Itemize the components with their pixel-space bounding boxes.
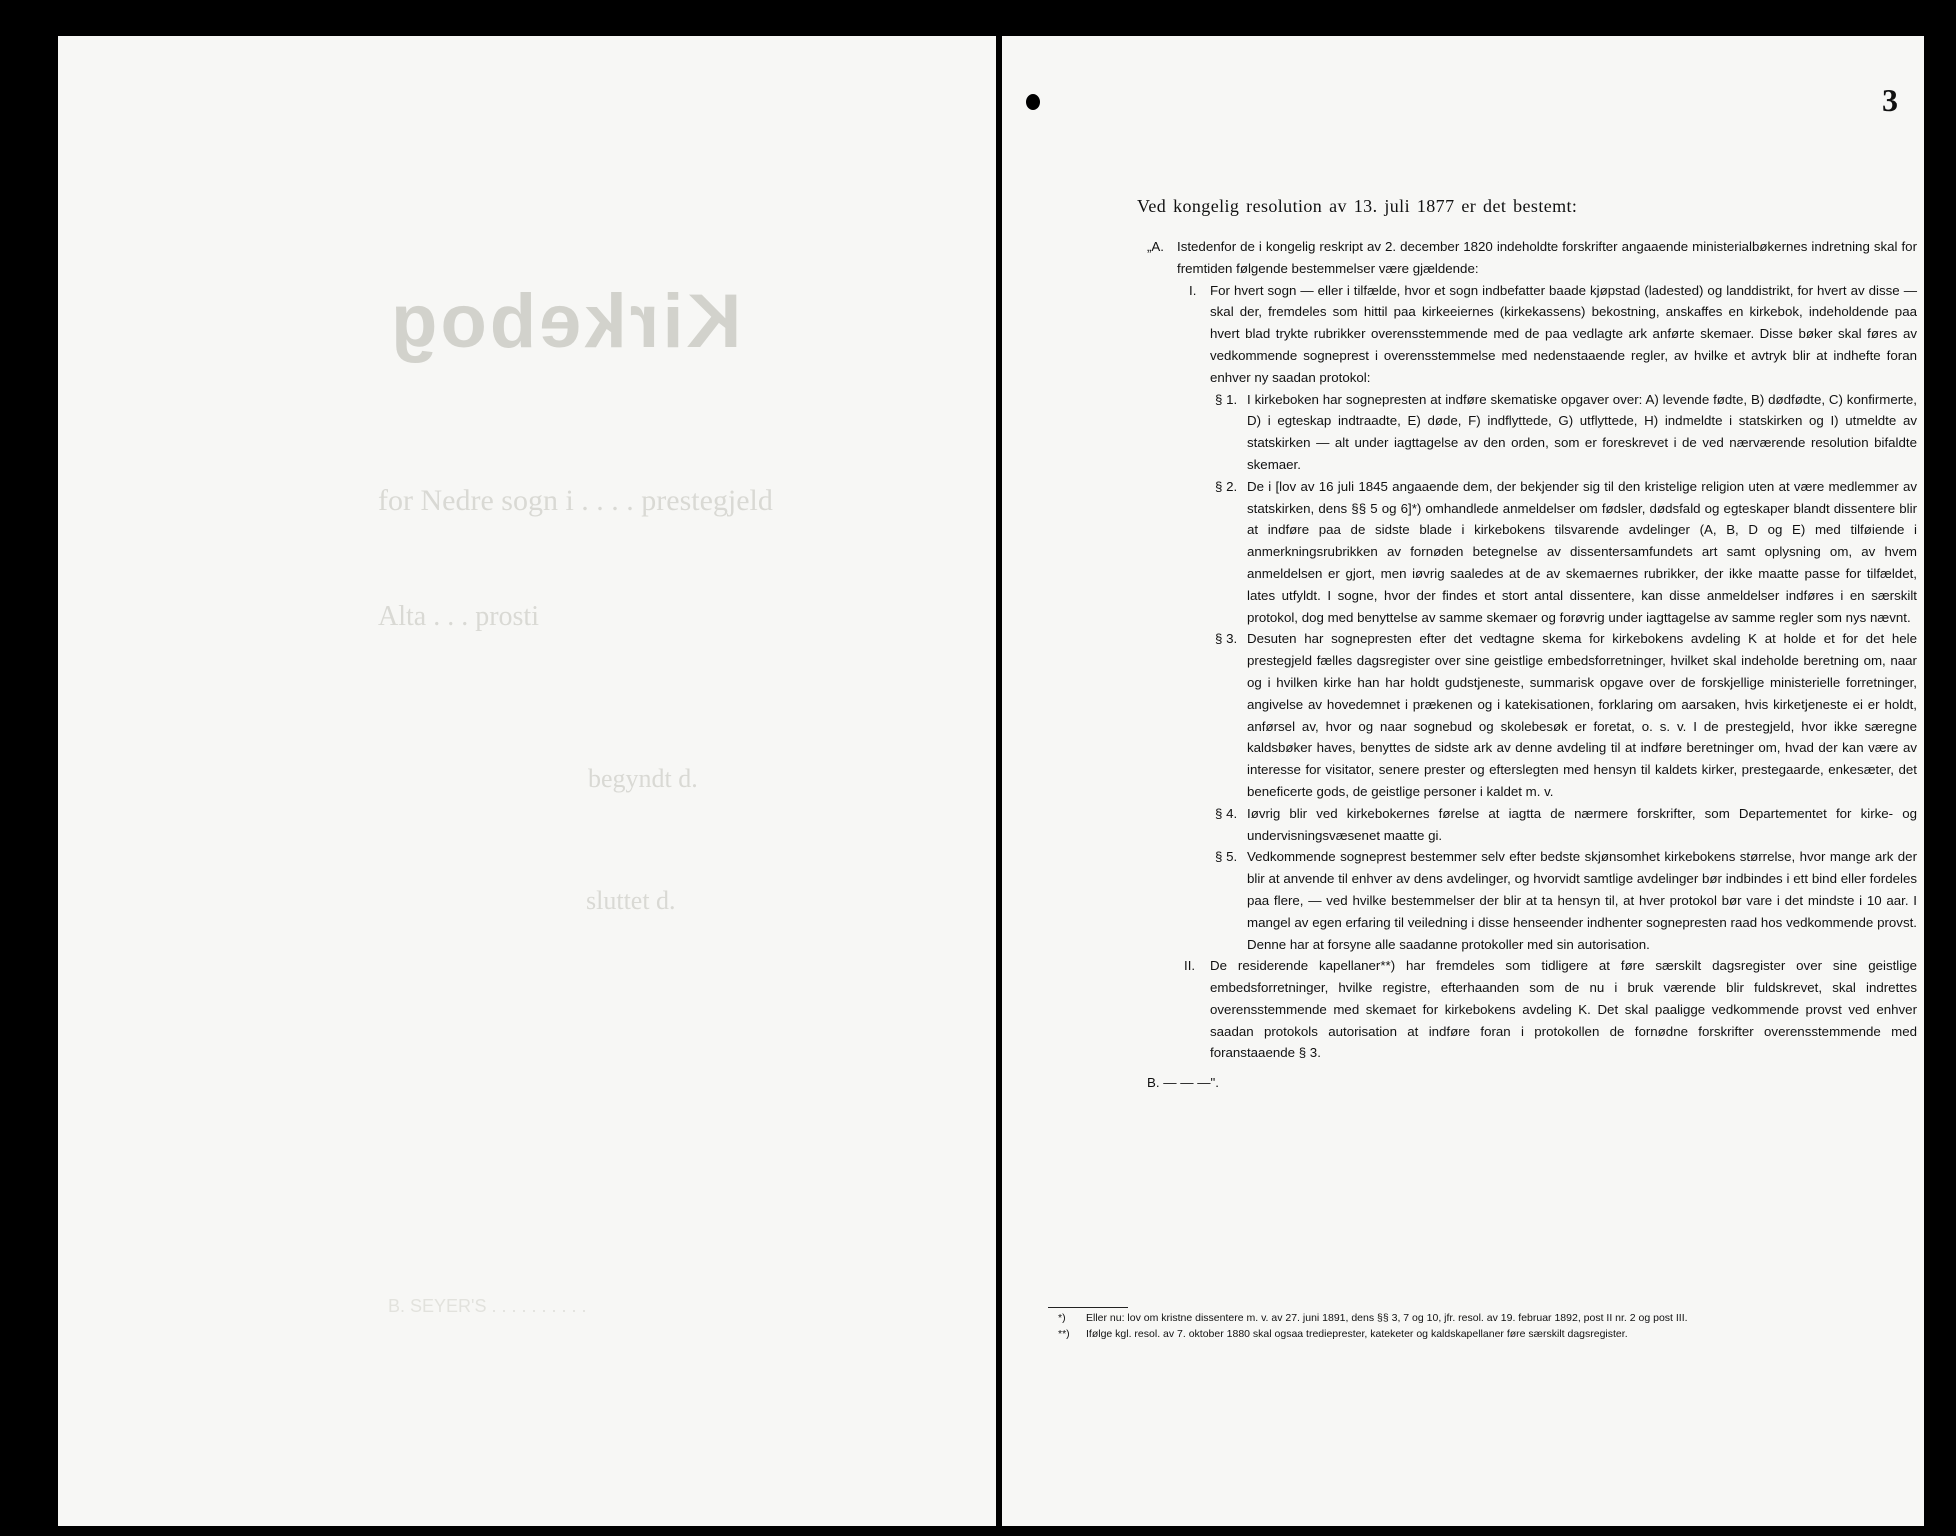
binding-hole <box>1026 94 1040 110</box>
paragraph-5 <box>1147 846 1917 955</box>
paragraph-label: § 5. <box>1215 849 1238 865</box>
paragraph-2 <box>1147 476 1917 629</box>
faded-line-2: Alta . . . prosti <box>378 601 539 632</box>
left-page <box>58 36 996 1526</box>
section-b-text: B. — — —". <box>1147 1075 1219 1091</box>
section-b <box>1147 1072 1917 1094</box>
roman-i-label: I. <box>1189 282 1197 298</box>
footnote-marker: *) <box>1058 1312 1066 1324</box>
paragraph-text: De i [lov av 16 juli 1845 angaaende dem, der bekjender sig til den kristelige religion uten at være medlemmer av statskirken, dens §§ 5 og 6]*) omhandlede anmeldelser om fødsler, dødsfald og egteskaper blandt dissentere blir at indføre paa de sidste blade i kirkebokens tilsvarende avdelinger (A, B, D og E) med tilføiende i anmerkningsrubrikken av fornøden betegnelse av dissentersamfundets art samt oplysning om, av hvem anmeldelsen er gjort, men iøvrig saaledes at de av skemaernes rubrikker, der ikke maatte passe for tilfældet, lates utfyldt. I sogne, hvor der findes et stort antal dissentere, kan disse anmeldelser indføres i en særskilt protokol, dog med benyttelse av samme skemaer og forøvrig under iagttagelse av samme regler som nys nævnt. <box>1247 478 1917 625</box>
roman-ii <box>1147 955 1917 1064</box>
paragraph-text: Iøvrig blir ved kirkebokernes førelse at iagtta de nærmere forskrifter, som Departementet for kirke- og undervisningsvæsenet maatte gi. <box>1247 805 1917 843</box>
document-heading: Ved kongelig resolution av 13. juli 1877 er det bestemt: <box>1137 196 1578 216</box>
right-page <box>1002 36 1924 1526</box>
footnote-text: Eller nu: lov om kristne dissentere m. v. av 27. juni 1891, dens §§ 3, 7 og 10, jfr. resol. av 19. februar 1892, post II nr. 2 og post III. <box>1086 1312 1688 1324</box>
section-a <box>1147 236 1917 280</box>
faded-title: Kirkebog <box>388 279 742 364</box>
footnote-rule <box>1048 1307 1128 1308</box>
paragraph-3 <box>1147 628 1917 802</box>
paragraph-label: § 1. <box>1215 391 1238 407</box>
roman-i-text: For hvert sogn — eller i tilfælde, hvor et sogn indbefatter baade kjøpstad (ladested) og landdistrikt, for hvert av disse — skal der, fremdeles som hittil paa kirkeeiernes (kirkekassens) bekostning, anskaffes en kirkebok, indeholdende paa hvert blad trykte rubrikker overensstemmende med de paa vedlagte ark anførte skemaer. Disse bøker skal føres av vedkommende sogneprest i overensstemmelse med nedenstaaende regler, av hvilke et avtryk blir at indhefte foran enhver ny saadan protokol: <box>1210 282 1917 385</box>
roman-ii-label: II. <box>1184 958 1196 974</box>
section-a-label: „A. <box>1147 239 1164 254</box>
faded-sluttet: sluttet d. <box>586 886 676 915</box>
footnote-1 <box>1048 1311 1716 1327</box>
roman-ii-text: De residerende kapellaner**) har fremdeles som tidligere at føre særskilt dagsregister over sine geistlige embedsforretninger, hvilke registre, efterhaanden som de nu i bruk værende blir fuldskrevet, skal indrettes overensstemmende med skemaet for kirkebokens avdeling K. Det skal paaligge vedkommende provst ved enhver saadan protokols autorisation at indføre foran i protokollen de fornødne forskrifter overensstemmende med foranstaaende § 3. <box>1210 958 1917 1061</box>
footnote-marker: **) <box>1058 1327 1070 1340</box>
faded-line-1: for Nedre sogn i . . . . prestegjeld <box>378 484 773 517</box>
resolution-body <box>1147 236 1917 1094</box>
paragraph-label: § 4. <box>1215 805 1238 821</box>
footnotes <box>1048 1311 1716 1342</box>
paragraph-1 <box>1147 389 1917 476</box>
paragraph-text: Desuten har sognepresten efter det vedtagne skema for kirkebokens avdeling K at holde et for det hele prestegjeld fælles dagsregister over sine geistlige embedsforretninger, hvilket skal indeholde beretning om, naar og i hvilken kirke han har holdt gudstjeneste, summarisk opgave over de forskjellige ministerielle forretninger, angivelse av hovedemnet i prækenen og i katekisationen, forklaring om aarsaken, hvis kirketjeneste ei er holdt, anførsel av, hvor og naar sognebud og skolebesøk er foretat, o. s. v. I de prestegjeld, hvor ikke særegne kaldsbøker haves, benyttes de sidste ark av denne avdeling til at indføre beretninger om, hvad der kan være av interesse for visitator, senere prester og efterslegten med hensyn til kaldets kirker, prestegaarde, enkesæter, det beneficerte gods, de geistlige personer i kaldet m. v. <box>1247 631 1917 799</box>
paragraph-label: § 3. <box>1215 631 1238 647</box>
paragraph-label: § 2. <box>1215 478 1238 494</box>
paragraph-text: Vedkommende sogneprest bestemmer selv efter bedste skjønsomhet kirkebokens størrelse, hvor mange ark der blir at anvende til enhver av dens avdelinger, og hvorvidt samtlige avdelinger bør indbindes i ett bind eller fordeles paa flere, — ved hvilke bestemmelser der blir at ta hensyn til, at hver protokol bør vare i det mindste i 10 aar. I mangel av egen erfaring til veiledning i disse henseender indhenter sognepresten raad hos vedkommende provst. Denne har at forsyne alle saadanne protokoller med sin autorisation. <box>1247 849 1917 952</box>
paragraph-text: I kirkeboken har sognepresten at indføre skematiske opgaver over: A) levende fødte, B) dødfødte, C) konfirmerte, D) i egteskap indtraadte, E) døde, F) indflyttede, G) utflyttede, H) indmeldte i statskirken og I) utmeldte av statskirken — alt under iagttagelse av den orden, som er foreskrevet i de ved nærværende resolution bifaldte skemaer. <box>1247 391 1917 472</box>
paragraph-4 <box>1147 803 1917 847</box>
section-a-text: Istedenfor de i kongelig reskript av 2. december 1820 indeholdte forskrifter angaaende ministerialbøkernes indretning skal for fremtiden følgende bestemmelser være gjældende: <box>1177 239 1917 276</box>
footnote-2 <box>1048 1327 1716 1343</box>
roman-i <box>1147 280 1917 389</box>
faded-begyndt: begyndt d. <box>588 764 698 793</box>
faded-footer: B. SEYER'S . . . . . . . . . . <box>388 1296 587 1316</box>
footnote-text: Ifølge kgl. resol. av 7. oktober 1880 skal ogsaa tredieprester, kateketer og kaldskapellaner føre særskilt dagsregister. <box>1086 1327 1628 1340</box>
page-number: 3 <box>1882 82 1898 118</box>
